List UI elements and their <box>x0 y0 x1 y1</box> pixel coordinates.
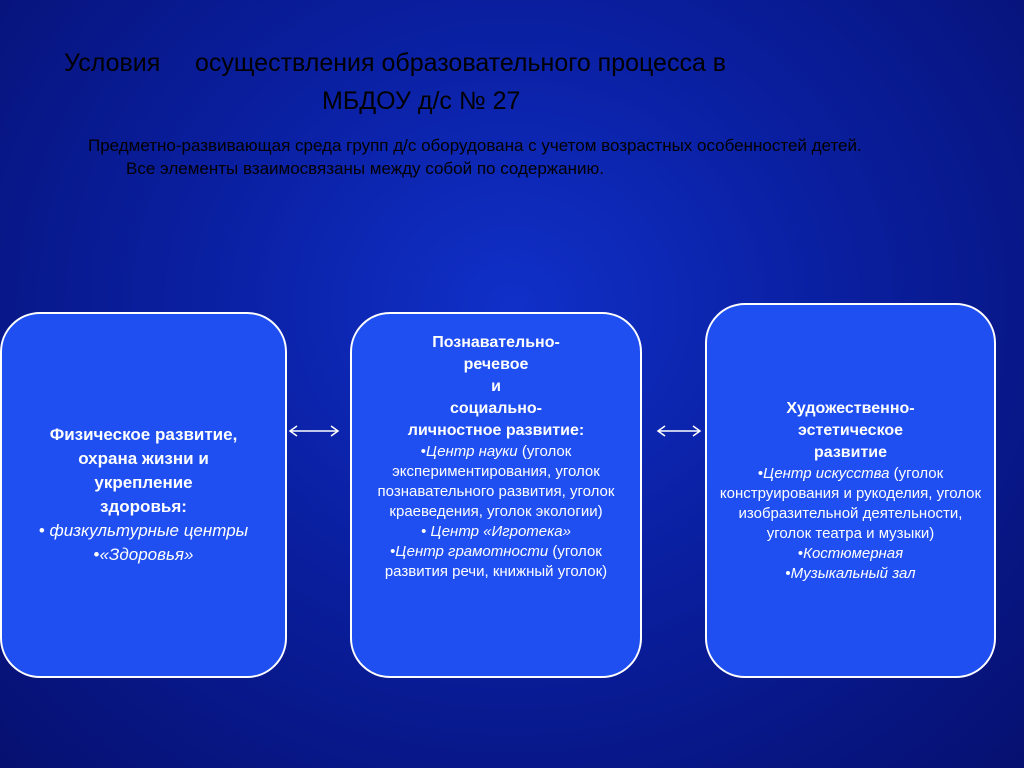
box-artistic-development <box>705 303 996 678</box>
list-item: • физкультурные центры <box>38 521 249 540</box>
heading-line: Физическое развитие, <box>49 425 238 444</box>
box-heading <box>364 332 628 442</box>
list-item: •Костюмерная <box>797 544 904 562</box>
heading-line: здоровья: <box>100 497 187 516</box>
heading-line: личностное развитие: <box>407 422 585 439</box>
heading-line: эстетическое <box>797 421 904 439</box>
title-line-2: МБДОУ д/с № 27 <box>322 87 521 115</box>
list-item: •Центр грамотности (уголок развития речи, книжный уголок) <box>384 543 608 580</box>
heading-line: и <box>491 378 501 395</box>
box-heading <box>12 423 275 519</box>
slide-title <box>64 44 864 120</box>
box-physical-development <box>0 312 287 678</box>
slide-description: Предметно-развивающая среда групп д/с оборудована с учетом возрастных особенностей детей. Все элементы взаимосвязаны между собой по содержанию. <box>88 136 862 178</box>
heading-line: речевое <box>463 356 529 373</box>
heading-line: Познавательно- <box>432 334 560 351</box>
heading-line: социально- <box>449 400 542 417</box>
box-cognitive-social-development <box>350 312 642 678</box>
heading-line: охрана жизни и <box>78 449 209 468</box>
heading-line: укрепление <box>94 473 193 492</box>
heading-line: Художественно- <box>786 399 915 417</box>
double-arrow-icon <box>656 424 702 438</box>
double-arrow-icon <box>288 424 340 438</box>
list-item: •«Здоровья» <box>93 545 194 564</box>
list-item: • Центр «Игротека» <box>421 523 571 540</box>
list-item: •Центр науки (уголок экспериментирования, уголок познавательного развития, уголок краеведения, уголок экологии) <box>377 443 615 520</box>
list-item: •Центр искусства (уголок конструирования и рукоделия, уголок изобразительной деятельности, уголок театра и музыки) <box>719 464 982 542</box>
list-item: •Музыкальный зал <box>785 564 916 582</box>
heading-line: развитие <box>813 443 888 461</box>
title-line-1: Условия осуществления образовательного процесса в <box>64 49 727 77</box>
box-heading <box>717 398 984 464</box>
